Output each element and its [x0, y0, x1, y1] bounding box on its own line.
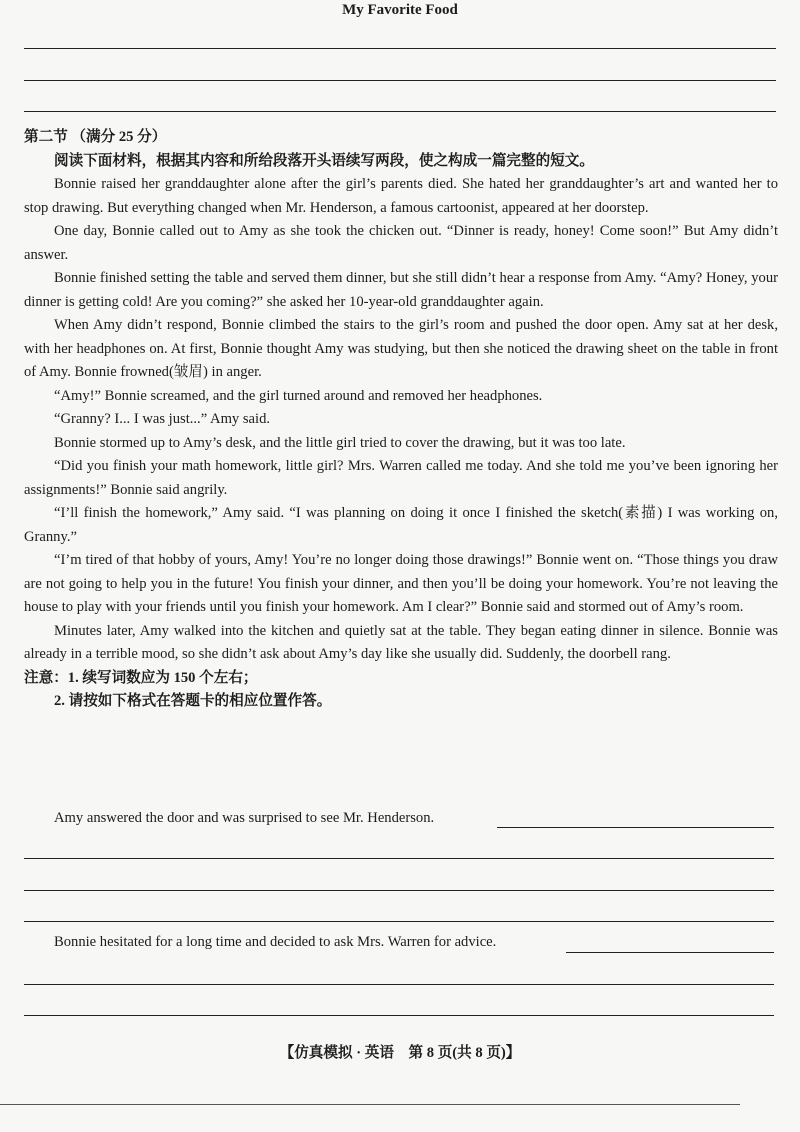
answer-line	[24, 80, 776, 81]
answer-line	[24, 858, 774, 859]
page-footer: 【仿真模拟 · 英语 第 8 页(共 8 页)】	[279, 1045, 521, 1061]
bottom-border	[0, 1104, 740, 1105]
passage-paragraph: “Did you finish your math homework, little girl? Mrs. Warren called me today. And she told me you’ve been ignoring her assignments!” Bonnie said angrily.	[24, 458, 778, 498]
passage-paragraph: “Amy!” Bonnie screamed, and the girl turned around and removed her headphones.	[54, 387, 543, 404]
passage-paragraph: Bonnie stormed up to Amy’s desk, and the little girl tried to cover the drawing, but it was too late.	[54, 434, 626, 451]
passage-section	[24, 126, 778, 714]
answer-line	[24, 48, 776, 49]
passage-paragraph: Minutes later, Amy walked into the kitchen and quietly sat at the table. They began eating dinner in silence. Bonnie was already in a terrible mood, so she didn’t ask about Amy’s day like she usually did. Suddenly, the doorbell rang.	[24, 622, 778, 662]
passage-paragraph: “Granny? I... I was just...” Amy said.	[54, 411, 271, 427]
note-line: 2. 请按如下格式在答题卡的相应位置作答。	[54, 693, 332, 709]
passage-paragraph: “I’m tired of that hobby of yours, Amy! You’re no longer doing those drawings!” Bonnie went on. “Those things you draw are not going to help you in the future! You finish your dinner, and then you’ll be doing your homework. You’re not leaving the house to play with your friends until you finish your homework. Am I clear?” Bonnie said and stormed out of Amy’s room.	[24, 552, 778, 615]
essay-title: My Favorite Food	[342, 2, 458, 18]
answer-line	[24, 111, 776, 112]
passage-paragraph: Bonnie raised her granddaughter alone after the girl’s parents died. She hated her granddaughter’s art and wanted her to stop drawing. But everything changed when Mr. Henderson, a famous cartoonist, appeared at her doorstep.	[24, 176, 778, 216]
answer-line	[24, 984, 774, 985]
answer-line	[497, 827, 774, 828]
passage-paragraph: When Amy didn’t respond, Bonnie climbed the stairs to the girl’s room and pushed the door open. Amy sat at her desk, with her headphones on. At first, Bonnie thought Amy was studying, but then she noticed the drawing sheet on the table in front of Amy. Bonnie frowned(皱眉) in anger.	[24, 317, 778, 380]
note-line: 注意：1. 续写词数应为 150 个左右；	[24, 669, 258, 686]
passage-paragraph: One day, Bonnie called out to Amy as she took the chicken out. “Dinner is ready, honey! Come soon!” But Amy didn’t answer.	[24, 223, 778, 263]
answer-line	[566, 952, 774, 953]
answer-line	[24, 921, 774, 922]
continuation-lead-1: Amy answered the door and was surprised to see Mr. Henderson.	[54, 810, 435, 826]
passage-paragraph: Bonnie finished setting the table and served them dinner, but she still didn’t hear a response from Amy. “Amy? Honey, your dinner is getting cold! Are you coming?” she asked her 10-year-old granddaughter again.	[24, 270, 778, 310]
answer-line	[24, 1015, 774, 1016]
section-instruction: 阅读下面材料，根据其内容和所给段落开头语续写两段，使之构成一篇完整的短文。	[54, 152, 594, 169]
answer-line	[24, 890, 774, 891]
passage-paragraph: “I’ll finish the homework,” Amy said. “I was planning on doing it once I finished the sketch(素描) I was working on, Granny.”	[24, 505, 778, 545]
continuation-lead-2: Bonnie hesitated for a long time and decided to ask Mrs. Warren for advice.	[54, 934, 497, 950]
section-heading: 第二节 （满分 25 分）	[24, 129, 167, 145]
